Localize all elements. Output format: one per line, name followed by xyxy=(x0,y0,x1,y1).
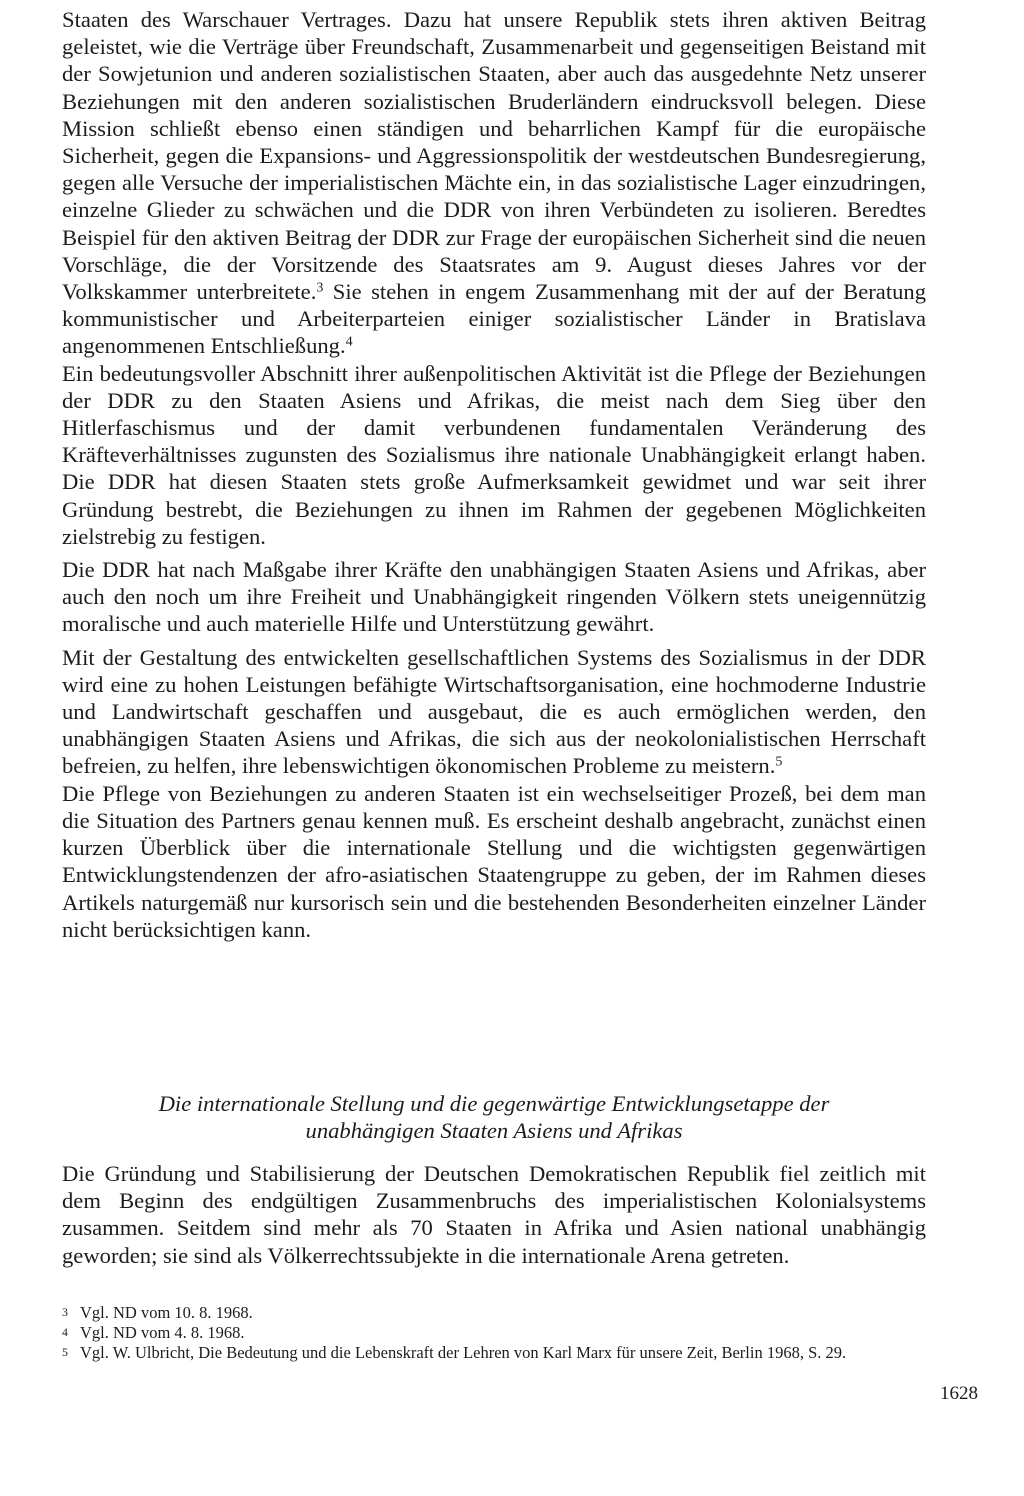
section-text xyxy=(62,1160,926,1269)
paragraph-4-text: Mit der Gestaltung des entwickelten gesellschaftlichen Systems des Sozialismus in der DDR wird eine zu hohen Leistungen befähigte Wirtschaftsorganisation, eine hochmoderne Industrie und Landwirtschaft geschaffen und ausgebaut, die es auch ermöglichen werden, den unabhängigen Staaten Asiens und Afrikas, die sich aus der neokolonialistischen Herrschaft befreien, zu helfen, ihre lebenswichtigen ökonomischen Probleme zu meistern. xyxy=(62,644,926,779)
footnote-3 xyxy=(62,1303,926,1323)
footnote-3-text: Vgl. ND vom 10. 8. 1968. xyxy=(80,1303,253,1322)
footnote-ref-3: 3 xyxy=(316,280,324,296)
section-heading xyxy=(62,1090,926,1144)
footnote-5-text: Vgl. W. Ulbricht, Die Bedeutung und die Lebenskraft der Lehren von Karl Marx für unsere Zeit, Berlin 1968, S. 29. xyxy=(80,1342,847,1362)
footnote-ref-5: 5 xyxy=(775,754,783,770)
footnote-5 xyxy=(62,1343,926,1363)
paragraph-6: Die Gründung und Stabilisierung der Deutschen Demokratischen Republik fiel zeitlich mit dem Beginn des endgültigen Zusammenbruchs des imperialistischen Kolonialsystems zusammen. Seitdem sind mehr als 70 Staaten in Afrika und Asien national unabhängig geworden; sie sind als Völkerrechtssubjekte in die internationale Arena getreten. xyxy=(62,1161,926,1268)
footnote-ref-4: 4 xyxy=(345,334,353,350)
paragraph-1-text-a: Staaten des Warschauer Vertrages. Dazu hat unsere Republik stets ihren aktiven Beitrag geleistet, wie die Verträge über Freundschaft, Zusammenarbeit und gegenseitigen Beistand mit der Sowjetunion und anderen sozialistischen Staaten, aber auch das ausgedehnte Netz unserer Beziehungen mit den anderen sozialistischen Bruderländern eindrucksvoll belegen. Diese Mission schließt ebenso einen ständigen und beharrlichen Kampf für die europäische Sicherheit, gegen die Expansions- und Aggressionspolitik der westdeutschen Bundesregierung, gegen alle Versuche der imperialistischen Mächte ein, in das sozialistische Lager einzudringen, einzelne Glieder zu schwächen und die DDR von ihren Verbündeten zu isolieren. Beredtes Beispiel für den aktiven Beitrag der DDR zur Frage der europäischen Sicherheit sind die neuen Vorschläge, die der Vorsitzende des Staatsrates am 9. August dieses Jahres vor der Volkskammer unterbreitete. xyxy=(62,7,926,305)
paragraph-5: Die Pflege von Beziehungen zu anderen Staaten ist ein wechselseitiger Prozeß, bei dem man die Situation des Partners genau kennen muß. Es erscheint deshalb angebracht, zunächst einen kurzen Überblick über die internationale Stellung und die wichtigsten gegenwärtigen Entwicklungstendenzen der afro-asiatischen Staatengruppe zu geben, der im Rahmen dieses Artikels naturgemäß nur kursorisch sein und die bestehenden Besonderheiten einzelner Länder nicht berücksichtigen kann. xyxy=(62,780,926,942)
paragraph-4 xyxy=(62,644,926,780)
footnote-4 xyxy=(62,1323,926,1343)
paragraph-2: Ein bedeutungsvoller Abschnitt ihrer außenpolitischen Aktivität ist die Pflege der Beziehungen der DDR zu den Staaten Asiens und Afrikas, die meist nach dem Sieg über den Hitlerfaschismus und der damit verbundenen fundamentalen Veränderung des Kräfteverhältnisses zugunsten des Sozialismus ihre nationale Unabhängigkeit erlangt haben. Die DDR hat diesen Staaten stets große Aufmerksamkeit gewidmet und war seit ihrer Gründung bestrebt, die Beziehungen zu ihnen im Rahmen der gegebenen Möglichkeiten zielstrebig zu festigen. xyxy=(62,360,926,549)
page-number: 1628 xyxy=(940,1383,978,1404)
section-heading-line-2: unabhängigen Staaten Asiens und Afrikas xyxy=(305,1118,683,1144)
footnote-4-text: Vgl. ND vom 4. 8. 1968. xyxy=(80,1322,245,1342)
section-heading-line-1: Die internationale Stellung und die gegenwärtige Entwicklungsetappe der xyxy=(158,1091,830,1116)
paragraph-3: Die DDR hat nach Maßgabe ihrer Kräfte den unabhängigen Staaten Asiens und Afrikas, aber auch den noch um ihre Freiheit und Unabhängigkeit ringenden Völkern stets uneigennützig moralische und auch materielle Hilfe und Unterstützung gewährt. xyxy=(62,557,926,637)
footnote-5-number: 5 xyxy=(62,1344,68,1359)
footnote-3-number: 3 xyxy=(62,1305,68,1319)
main-text xyxy=(62,6,926,943)
paragraph-1 xyxy=(62,6,926,360)
footnote-4-number: 4 xyxy=(62,1324,68,1339)
paragraph-1-text-b: Sie stehen in engem Zusammenhang mit der auf der Beratung kommunistischer und Arbeiterparteien einiger sozialistischer Länder in Bratislava angenommenen Entschließung. xyxy=(62,279,926,359)
footnotes xyxy=(62,1303,926,1362)
